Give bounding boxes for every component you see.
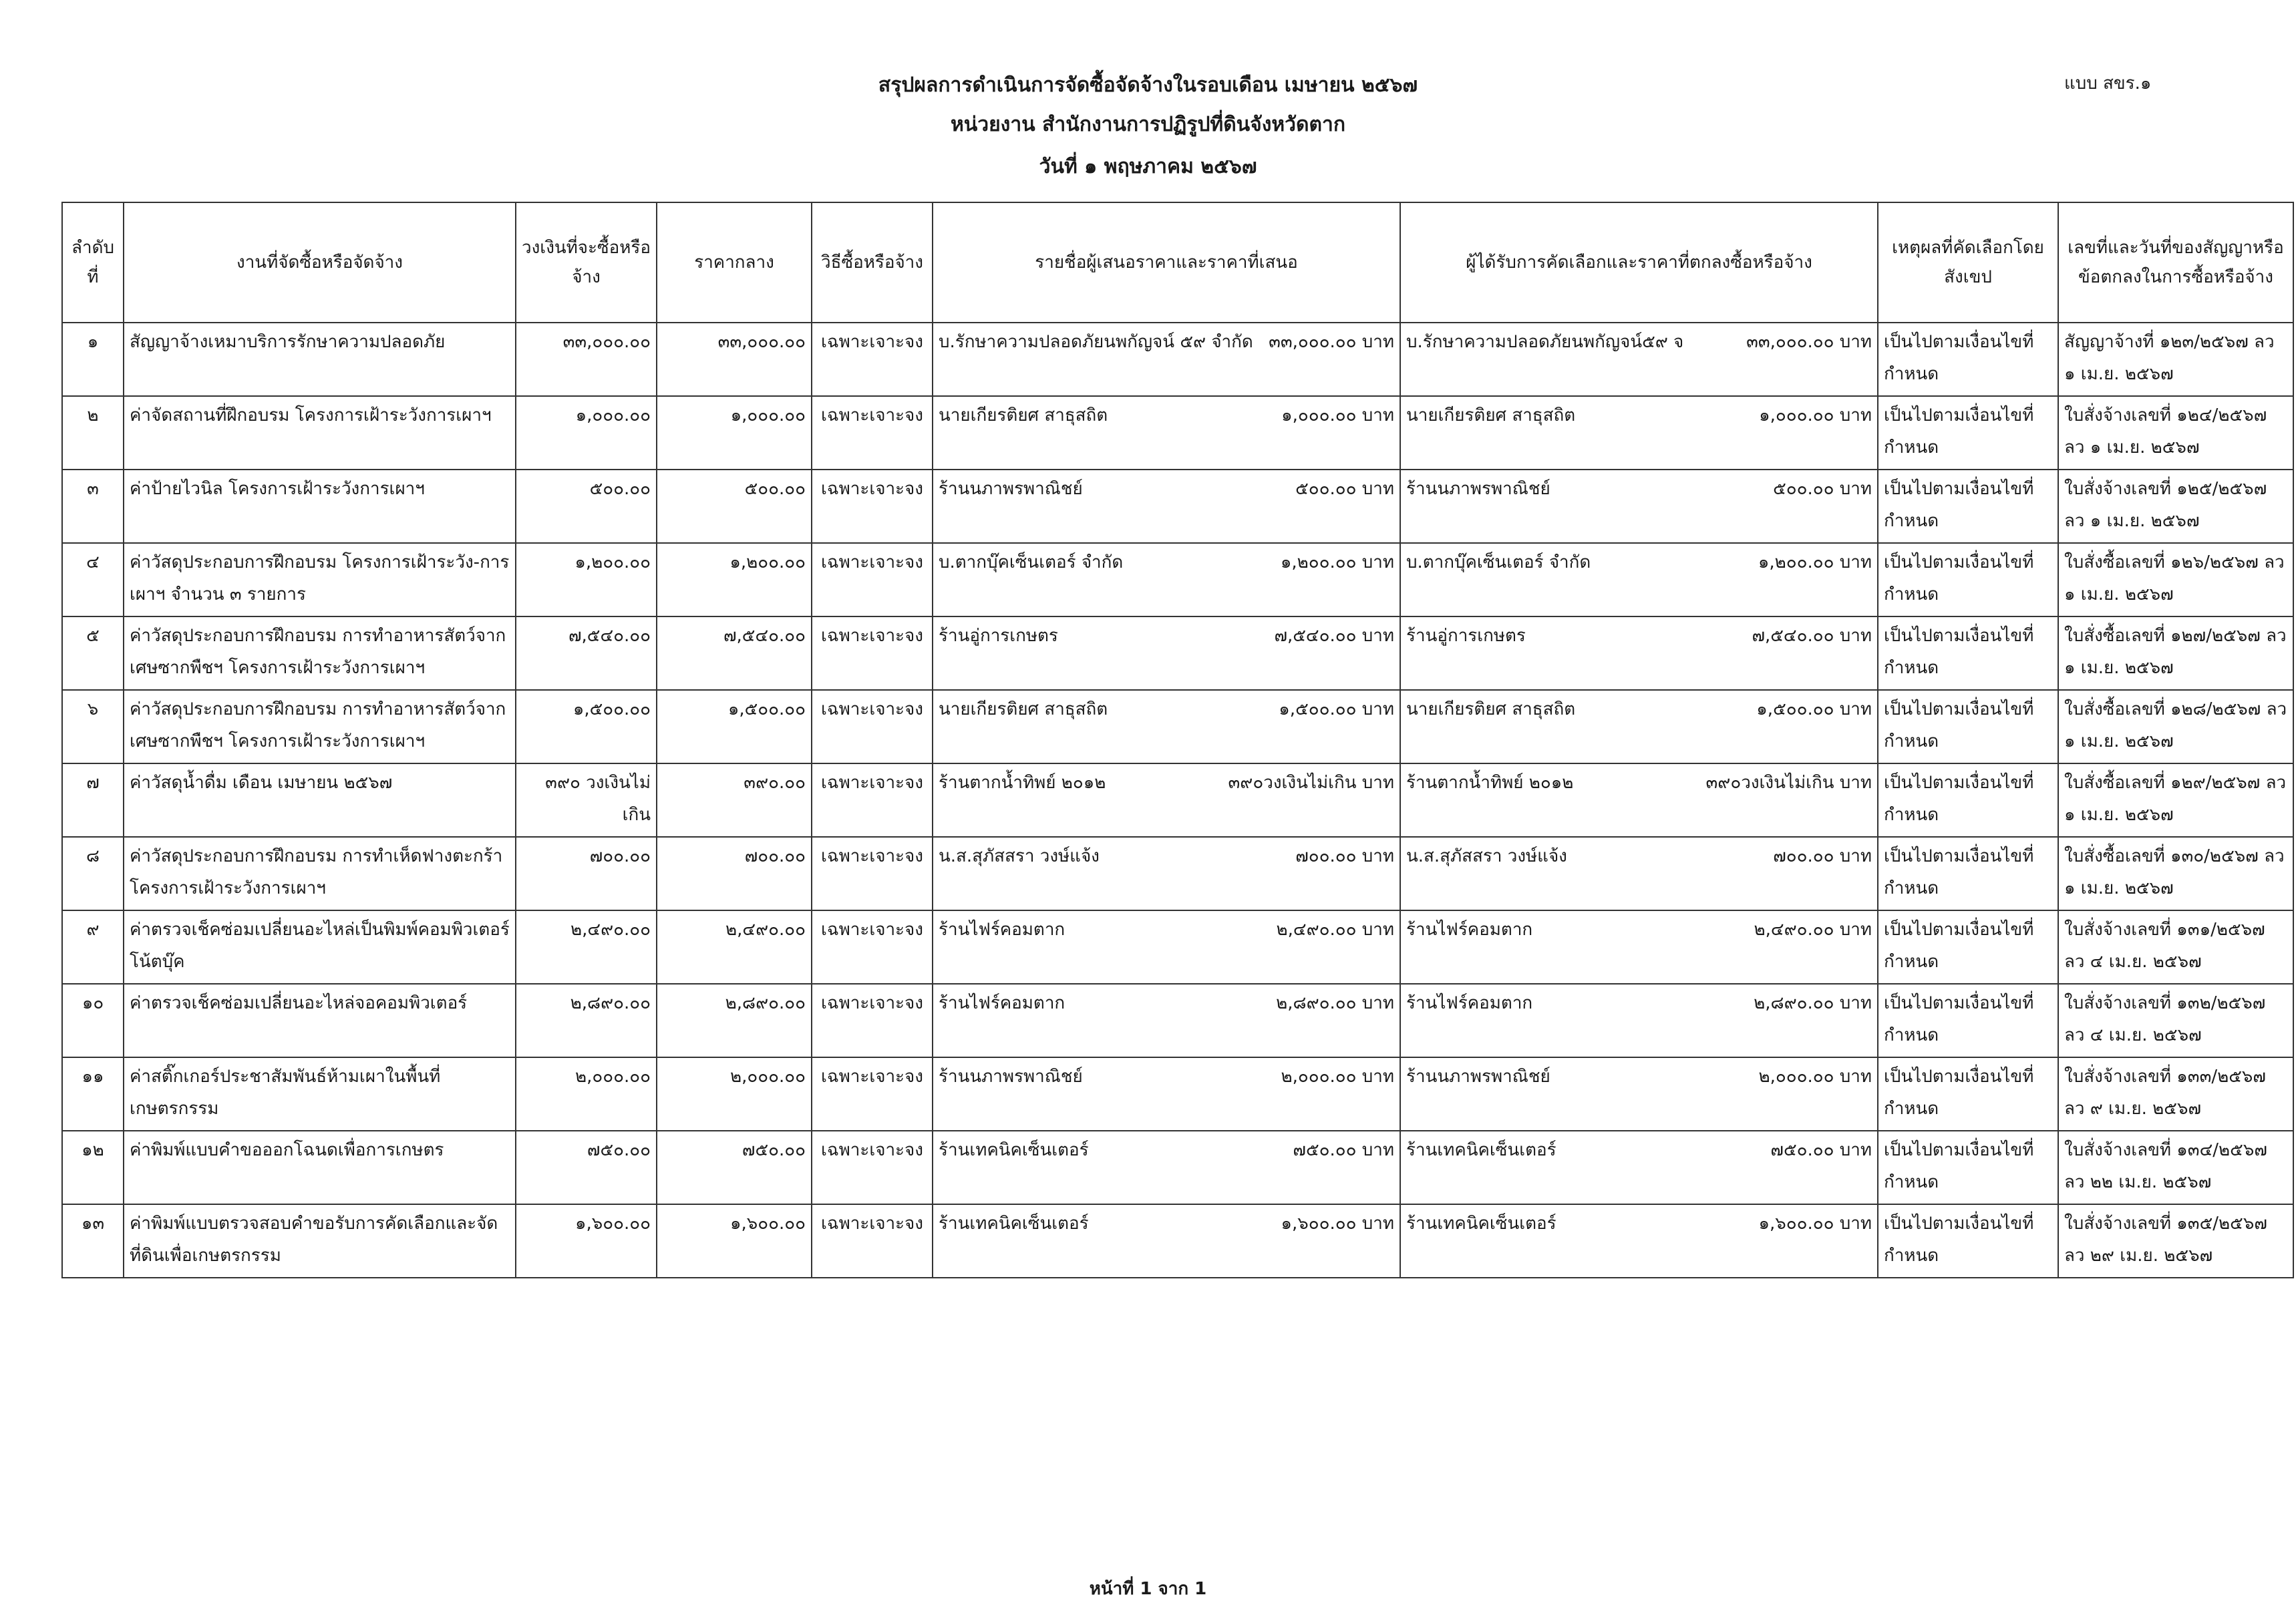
cell-bidder [933, 396, 1400, 470]
cell-contract: ใบสั่งจ้างเลขที่ ๑๓๔/๒๕๖๗ ลว ๒๒ เม.ย. ๒๕๖๗ [2058, 1131, 2293, 1204]
win-amount: ๒,๔๙๐.๐๐ บาท [1754, 920, 1872, 940]
cell-contract: ใบสั่งซื้อเลขที่ ๑๒๘/๒๕๖๗ ลว ๑ เม.ย. ๒๕๖๗ [2058, 690, 2293, 763]
cell-budget: ๗,๕๔๐.๐๐ [516, 616, 657, 690]
cell-budget: ๓๙๐ วงเงินไม่เกิน [516, 763, 657, 837]
cell-median: ๓๙๐.๐๐ [657, 763, 812, 837]
cell-winner [1400, 1057, 1878, 1131]
win-amount: ๗,๕๔๐.๐๐ บาท [1752, 626, 1872, 646]
cell-winner [1400, 837, 1878, 910]
header-budget: วงเงินที่จะซื้อหรือจ้าง [516, 202, 657, 323]
cell-bidder [933, 984, 1400, 1057]
cell-contract: ใบสั่งจ้างเลขที่ ๑๒๕/๒๕๖๗ ลว ๑ เม.ย. ๒๕๖๗ [2058, 470, 2293, 543]
table-row [62, 690, 2293, 763]
cell-item: ค่าพิมพ์แบบคำขอออกโฉนดเพื่อการเกษตร [124, 1131, 516, 1204]
bidder-name: นายเกียรติยศ สาธุสถิต [939, 405, 1108, 425]
winner-name: ร้านเทคนิคเซ็นเตอร์ [1406, 1140, 1556, 1160]
table-row [62, 1204, 2293, 1278]
winner-name: ร้านไฟร์คอมตาก [1406, 993, 1533, 1013]
page-number: หน้าที่ 1 จาก 1 [1089, 1579, 1207, 1599]
bid-amount: ๑,๒๐๐.๐๐ บาท [1280, 552, 1394, 572]
agency-line: หน่วยงาน สำนักงานการปฏิรูปที่ดินจังหวัดตาก [950, 113, 1346, 136]
bidder-name: ร้านนภาพรพาณิชย์ [939, 479, 1083, 499]
winner-name: ร้านนภาพรพาณิชย์ [1406, 1067, 1550, 1087]
cell-bidder [933, 470, 1400, 543]
cell-method: เฉพาะเจาะจง [812, 1057, 933, 1131]
bidder-name: บ.ตากบุ๊คเซ็นเตอร์ จำกัด [939, 552, 1124, 572]
cell-winner [1400, 616, 1878, 690]
cell-contract: ใบสั่งจ้างเลขที่ ๑๓๕/๒๕๖๗ ลว ๒๙ เม.ย. ๒๕๖๗ [2058, 1204, 2293, 1278]
table-row [62, 837, 2293, 910]
cell-item: ค่าพิมพ์แบบตรวจสอบคำขอรับการคัดเลือกและจัดที่ดินเพื่อเกษตรกรรม [124, 1204, 516, 1278]
bid-amount: ๗,๕๔๐.๐๐ บาท [1274, 626, 1394, 646]
cell-contract: ใบสั่งจ้างเลขที่ ๑๓๓/๒๕๖๗ ลว ๙ เม.ย. ๒๕๖๗ [2058, 1057, 2293, 1131]
table-row [62, 616, 2293, 690]
winner-name: นายเกียรติยศ สาธุสถิต [1406, 699, 1576, 719]
win-amount: ๓๙๐วงเงินไม่เกิน บาท [1705, 773, 1872, 793]
cell-item: สัญญาจ้างเหมาบริการรักษาความปลอดภัย [124, 323, 516, 396]
cell-bidder [933, 543, 1400, 616]
cell-contract: ใบสั่งซื้อเลขที่ ๑๒๗/๒๕๖๗ ลว ๑ เม.ย. ๒๕๖๗ [2058, 616, 2293, 690]
bidder-name: ร้านไฟร์คอมตาก [939, 920, 1065, 940]
cell-winner [1400, 470, 1878, 543]
winner-name: ร้านนภาพรพาณิชย์ [1406, 479, 1550, 499]
cell-median: ๗,๕๔๐.๐๐ [657, 616, 812, 690]
bid-amount: ๓๙๐วงเงินไม่เกิน บาท [1228, 773, 1394, 793]
table-row [62, 910, 2293, 984]
cell-contract: สัญญาจ้างที่ ๑๒๓/๒๕๖๗ ลว ๑ เม.ย. ๒๕๖๗ [2058, 323, 2293, 396]
cell-bidder [933, 910, 1400, 984]
table-row [62, 763, 2293, 837]
bid-amount: ๑,๕๐๐.๐๐ บาท [1279, 699, 1394, 719]
cell-median: ๑,๐๐๐.๐๐ [657, 396, 812, 470]
win-amount: ๑,๒๐๐.๐๐ บาท [1758, 552, 1872, 572]
win-amount: ๒,๐๐๐.๐๐ บาท [1758, 1067, 1872, 1087]
cell-reason: เป็นไปตามเงื่อนไขที่กำหนด [1878, 910, 2058, 984]
cell-reason: เป็นไปตามเงื่อนไขที่กำหนด [1878, 470, 2058, 543]
cell-method: เฉพาะเจาะจง [812, 837, 933, 910]
cell-budget: ๗๕๐.๐๐ [516, 1131, 657, 1204]
cell-no: ๑๓ [62, 1204, 124, 1278]
win-amount: ๒,๘๙๐.๐๐ บาท [1754, 993, 1872, 1013]
cell-method: เฉพาะเจาะจง [812, 1204, 933, 1278]
cell-budget: ๑,๖๐๐.๐๐ [516, 1204, 657, 1278]
cell-median: ๓๓,๐๐๐.๐๐ [657, 323, 812, 396]
header-median: ราคากลาง [657, 202, 812, 323]
cell-bidder [933, 1204, 1400, 1278]
cell-budget: ๒,๐๐๐.๐๐ [516, 1057, 657, 1131]
win-amount: ๑,๖๐๐.๐๐ บาท [1758, 1214, 1872, 1234]
cell-reason: เป็นไปตามเงื่อนไขที่กำหนด [1878, 616, 2058, 690]
cell-bidder [933, 616, 1400, 690]
cell-contract: ใบสั่งจ้างเลขที่ ๑๒๔/๒๕๖๗ ลว ๑ เม.ย. ๒๕๖๗ [2058, 396, 2293, 470]
cell-method: เฉพาะเจาะจง [812, 323, 933, 396]
table-row [62, 323, 2293, 396]
cell-no: ๓ [62, 470, 124, 543]
cell-reason: เป็นไปตามเงื่อนไขที่กำหนด [1878, 396, 2058, 470]
cell-no: ๑๑ [62, 1057, 124, 1131]
cell-bidder [933, 1057, 1400, 1131]
table-row [62, 396, 2293, 470]
cell-winner [1400, 690, 1878, 763]
cell-winner [1400, 763, 1878, 837]
cell-winner [1400, 543, 1878, 616]
form-code: แบบ สขร.๑ [2064, 73, 2152, 94]
cell-item: ค่าป้ายไวนิล โครงการเฝ้าระวังการเผาฯ [124, 470, 516, 543]
cell-item: ค่าจัดสถานที่ฝึกอบรม โครงการเฝ้าระวังการเผาฯ [124, 396, 516, 470]
cell-budget: ๑,๕๐๐.๐๐ [516, 690, 657, 763]
bidder-name: ร้านเทคนิคเซ็นเตอร์ [939, 1214, 1089, 1234]
winner-name: ร้านตากน้ำทิพย์ ๒๐๑๒ [1406, 773, 1574, 793]
win-amount: ๑,๕๐๐.๐๐ บาท [1756, 699, 1872, 719]
bidder-name: น.ส.สุภัสสรา วงษ์แจ้ง [939, 846, 1100, 866]
cell-reason: เป็นไปตามเงื่อนไขที่กำหนด [1878, 837, 2058, 910]
cell-no: ๖ [62, 690, 124, 763]
cell-reason: เป็นไปตามเงื่อนไขที่กำหนด [1878, 1057, 2058, 1131]
winner-name: บ.ตากบุ๊คเซ็นเตอร์ จำกัด [1406, 552, 1591, 572]
cell-contract: ใบสั่งซื้อเลขที่ ๑๒๙/๒๕๖๗ ลว ๑ เม.ย. ๒๕๖๗ [2058, 763, 2293, 837]
cell-item: ค่าตรวจเช็คซ่อมเปลี่ยนอะไหล่เป็นพิมพ์คอมพิวเตอร์โน้ตบุ๊ค [124, 910, 516, 984]
winner-name: ร้านอู่การเกษตร [1406, 626, 1526, 646]
bid-amount: ๑,๖๐๐.๐๐ บาท [1281, 1214, 1394, 1234]
winner-name: น.ส.สุภัสสรา วงษ์แจ้ง [1406, 846, 1567, 866]
cell-bidder [933, 323, 1400, 396]
cell-reason: เป็นไปตามเงื่อนไขที่กำหนด [1878, 690, 2058, 763]
bid-amount: ๗๐๐.๐๐ บาท [1295, 846, 1394, 866]
cell-median: ๗๐๐.๐๐ [657, 837, 812, 910]
cell-contract: ใบสั่งซื้อเลขที่ ๑๒๖/๒๕๖๗ ลว ๑ เม.ย. ๒๕๖๗ [2058, 543, 2293, 616]
cell-reason: เป็นไปตามเงื่อนไขที่กำหนด [1878, 543, 2058, 616]
winner-name: ร้านเทคนิคเซ็นเตอร์ [1406, 1214, 1556, 1234]
cell-item: ค่าวัสดุประกอบการฝึกอบรม การทำอาหารสัตว์จากเศษซากพืชฯ โครงการเฝ้าระวังการเผาฯ [124, 616, 516, 690]
cell-median: ๕๐๐.๐๐ [657, 470, 812, 543]
win-amount: ๗๐๐.๐๐ บาท [1773, 846, 1872, 866]
win-amount: ๗๕๐.๐๐ บาท [1770, 1140, 1872, 1160]
cell-winner [1400, 396, 1878, 470]
cell-no: ๗ [62, 763, 124, 837]
header-method: วิธีซื้อหรือจ้าง [812, 202, 933, 323]
cell-method: เฉพาะเจาะจง [812, 470, 933, 543]
cell-budget: ๗๐๐.๐๐ [516, 837, 657, 910]
cell-median: ๗๕๐.๐๐ [657, 1131, 812, 1204]
date-line: วันที่ ๑ พฤษภาคม ๒๕๖๗ [1039, 155, 1257, 178]
cell-method: เฉพาะเจาะจง [812, 763, 933, 837]
bidder-name: ร้านไฟร์คอมตาก [939, 993, 1065, 1013]
bid-amount: ๗๕๐.๐๐ บาท [1293, 1140, 1394, 1160]
header-contract: เลขที่และวันที่ของสัญญาหรือข้อตกลงในการซื้อหรือจ้าง [2058, 202, 2293, 323]
cell-no: ๙ [62, 910, 124, 984]
cell-no: ๑๒ [62, 1131, 124, 1204]
cell-reason: เป็นไปตามเงื่อนไขที่กำหนด [1878, 323, 2058, 396]
cell-method: เฉพาะเจาะจง [812, 396, 933, 470]
cell-no: ๘ [62, 837, 124, 910]
bidder-name: ร้านตากน้ำทิพย์ ๒๐๑๒ [939, 773, 1106, 793]
cell-median: ๒,๔๙๐.๐๐ [657, 910, 812, 984]
cell-item: ค่าวัสดุน้ำดื่ม เดือน เมษายน ๒๕๖๗ [124, 763, 516, 837]
cell-item: ค่าวัสดุประกอบการฝึกอบรม โครงการเฝ้าระวัง-การเผาฯ จำนวน ๓ รายการ [124, 543, 516, 616]
win-amount: ๓๓,๐๐๐.๐๐ บาท [1746, 332, 1872, 352]
header-no: ลำดับที่ [62, 202, 124, 323]
cell-median: ๑,๒๐๐.๐๐ [657, 543, 812, 616]
cell-reason: เป็นไปตามเงื่อนไขที่กำหนด [1878, 1204, 2058, 1278]
cell-bidder [933, 690, 1400, 763]
cell-reason: เป็นไปตามเงื่อนไขที่กำหนด [1878, 984, 2058, 1057]
cell-method: เฉพาะเจาะจง [812, 690, 933, 763]
win-amount: ๑,๐๐๐.๐๐ บาท [1759, 405, 1872, 425]
cell-item: ค่าวัสดุประกอบการฝึกอบรม การทำอาหารสัตว์จากเศษซากพืชฯ โครงการเฝ้าระวังการเผาฯ [124, 690, 516, 763]
cell-winner [1400, 1131, 1878, 1204]
winner-name: นายเกียรติยศ สาธุสถิต [1406, 405, 1576, 425]
bidder-name: ร้านอู่การเกษตร [939, 626, 1058, 646]
cell-budget: ๓๓,๐๐๐.๐๐ [516, 323, 657, 396]
win-amount: ๕๐๐.๐๐ บาท [1773, 479, 1872, 499]
bid-amount: ๕๐๐.๐๐ บาท [1295, 479, 1394, 499]
cell-median: ๑,๕๐๐.๐๐ [657, 690, 812, 763]
cell-reason: เป็นไปตามเงื่อนไขที่กำหนด [1878, 1131, 2058, 1204]
cell-method: เฉพาะเจาะจง [812, 984, 933, 1057]
winner-name: ร้านไฟร์คอมตาก [1406, 920, 1533, 940]
bid-amount: ๒,๔๙๐.๐๐ บาท [1276, 920, 1394, 940]
bidder-name: ร้านนภาพรพาณิชย์ [939, 1067, 1083, 1087]
cell-no: ๑ [62, 323, 124, 396]
cell-bidder [933, 837, 1400, 910]
table-row [62, 1057, 2293, 1131]
cell-no: ๕ [62, 616, 124, 690]
cell-method: เฉพาะเจาะจง [812, 910, 933, 984]
cell-bidder [933, 1131, 1400, 1204]
cell-contract: ใบสั่งจ้างเลขที่ ๑๓๒/๒๕๖๗ ลว ๔ เม.ย. ๒๕๖๗ [2058, 984, 2293, 1057]
table-header-row [62, 202, 2293, 323]
table-row [62, 984, 2293, 1057]
cell-contract: ใบสั่งจ้างเลขที่ ๑๓๑/๒๕๖๗ ลว ๔ เม.ย. ๒๕๖๗ [2058, 910, 2293, 984]
table-row [62, 1131, 2293, 1204]
cell-no: ๑๐ [62, 984, 124, 1057]
bid-amount: ๒,๘๙๐.๐๐ บาท [1276, 993, 1394, 1013]
cell-method: เฉพาะเจาะจง [812, 543, 933, 616]
header-reason: เหตุผลที่คัดเลือกโดยสังเขป [1878, 202, 2058, 323]
cell-budget: ๕๐๐.๐๐ [516, 470, 657, 543]
cell-budget: ๒,๔๙๐.๐๐ [516, 910, 657, 984]
cell-bidder [933, 763, 1400, 837]
cell-reason: เป็นไปตามเงื่อนไขที่กำหนด [1878, 763, 2058, 837]
bidder-name: นายเกียรติยศ สาธุสถิต [939, 699, 1108, 719]
cell-item: ค่าตรวจเช็คซ่อมเปลี่ยนอะไหล่จอคอมพิวเตอร์ [124, 984, 516, 1057]
bid-amount: ๑,๐๐๐.๐๐ บาท [1281, 405, 1394, 425]
cell-no: ๔ [62, 543, 124, 616]
cell-method: เฉพาะเจาะจง [812, 1131, 933, 1204]
procurement-table [61, 202, 2294, 1278]
cell-budget: ๑,๒๐๐.๐๐ [516, 543, 657, 616]
table-row [62, 470, 2293, 543]
bid-amount: ๒,๐๐๐.๐๐ บาท [1281, 1067, 1394, 1087]
cell-winner [1400, 323, 1878, 396]
cell-median: ๒,๘๙๐.๐๐ [657, 984, 812, 1057]
bidder-name: บ.รักษาความปลอดภัยนพกัญจน์ ๕๙ จำกัด [939, 332, 1253, 352]
cell-contract: ใบสั่งซื้อเลขที่ ๑๓๐/๒๕๖๗ ลว ๑ เม.ย. ๒๕๖๗ [2058, 837, 2293, 910]
header-winner: ผู้ได้รับการคัดเลือกและราคาที่ตกลงซื้อหรือจ้าง [1400, 202, 1878, 323]
bidder-name: ร้านเทคนิคเซ็นเตอร์ [939, 1140, 1089, 1160]
header-item: งานที่จัดซื้อหรือจัดจ้าง [124, 202, 516, 323]
winner-name: บ.รักษาความปลอดภัยนพกัญจน์๕๙ จ [1406, 332, 1684, 352]
table-row [62, 543, 2293, 616]
cell-method: เฉพาะเจาะจง [812, 616, 933, 690]
cell-no: ๒ [62, 396, 124, 470]
header-bidders: รายชื่อผู้เสนอราคาและราคาที่เสนอ [933, 202, 1400, 323]
cell-item: ค่าวัสดุประกอบการฝึกอบรม การทำเห็ดฟางตะกร้า โครงการเฝ้าระวังการเผาฯ [124, 837, 516, 910]
cell-winner [1400, 910, 1878, 984]
bid-amount: ๓๓,๐๐๐.๐๐ บาท [1269, 332, 1394, 352]
cell-winner [1400, 1204, 1878, 1278]
cell-median: ๑,๖๐๐.๐๐ [657, 1204, 812, 1278]
cell-budget: ๑,๐๐๐.๐๐ [516, 396, 657, 470]
cell-median: ๒,๐๐๐.๐๐ [657, 1057, 812, 1131]
cell-item: ค่าสติ๊กเกอร์ประชาสัมพันธ์ห้ามเผาในพื้นที่เกษตรกรรม [124, 1057, 516, 1131]
cell-winner [1400, 984, 1878, 1057]
cell-budget: ๒,๘๙๐.๐๐ [516, 984, 657, 1057]
document-title: สรุปผลการดำเนินการจัดซื้อจัดจ้างในรอบเดือน เมษายน ๒๕๖๗ [878, 73, 1418, 97]
